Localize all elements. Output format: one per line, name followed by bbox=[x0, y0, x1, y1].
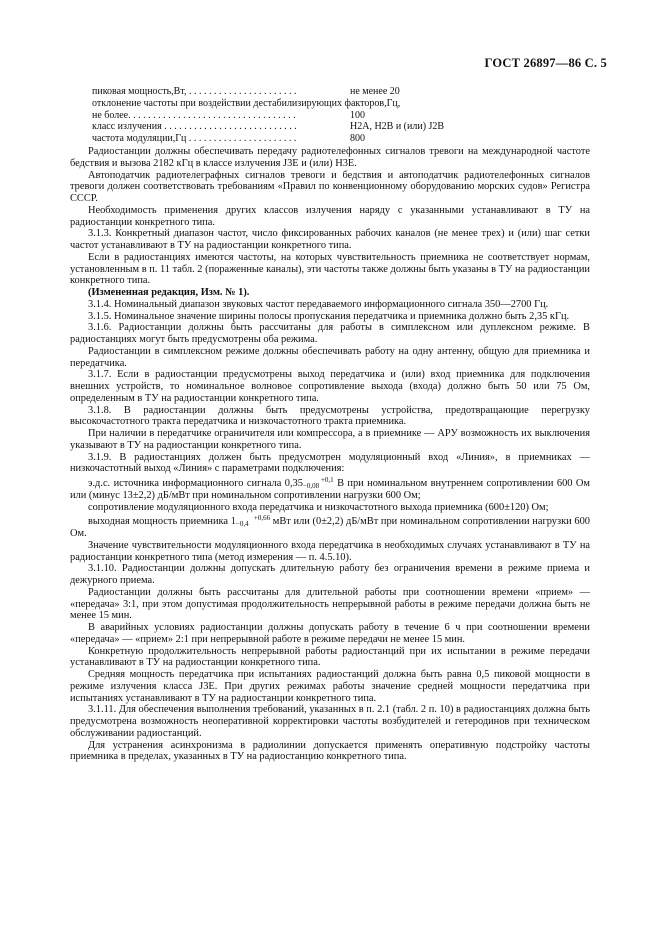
page-header: ГОСТ 26897—86 С. 5 bbox=[484, 56, 607, 70]
spec-value: 100 bbox=[350, 109, 365, 121]
output-text-end: мВт или (0±2,2) дБ/мВт при номинальном сопротивлении нагрузки 600 Ом. bbox=[70, 516, 590, 539]
paragraph: Радиостанции должны обеспечивать передачу радиотелефонных сигналов тревоги на международной частоте бедствия и вызова 2182 кГц в классе излучения J3Е и (или) Н3Е. bbox=[70, 146, 590, 169]
emf-tol-down: −0,08 bbox=[302, 482, 320, 490]
output-paragraph bbox=[70, 515, 590, 540]
paragraph: Средняя мощность передатчика при испытаниях радиостанций должна быть равна 0,5 пиковой мощности в режиме излучения класса J3Е. При других режимах работы значение средней мощности передатчика при испытаниях устанавливают в ТУ на радиостанции конкретного типа. bbox=[70, 669, 590, 704]
emf-tol-up: +0,1 bbox=[320, 476, 334, 484]
output-text-start: выходная мощность приемника 1 bbox=[88, 516, 236, 528]
emf-tolerance bbox=[303, 477, 334, 489]
output-tol-up: +0,66 bbox=[253, 514, 271, 523]
paragraph: 3.1.11. Для обеспечения выполнения требований, указанных в п. 2.1 (табл. 2 п. 10) в радиостанциях должна быть предусмотрена возможность неоперативной корректировки частоты возбудителей и гетеродинов при техническом обслуживании радиостанций. bbox=[70, 704, 590, 739]
paragraph: 3.1.6. Радиостанции должны быть рассчитаны для работы в симплексном или дуплексном режиме. В радиостанциях могут быть предусмотрены оба режима. bbox=[70, 322, 590, 345]
spec-label: частота модуляции,Гц . . . . . . . . . . . . . . . . . . . . . . bbox=[92, 133, 297, 145]
spec-row bbox=[92, 86, 562, 98]
paragraph: Радиостанции в симплексном режиме должны обеспечивать работу на одну антенну, общую для приемника и передатчика. bbox=[70, 345, 590, 369]
spec-list bbox=[92, 86, 562, 145]
body-text bbox=[70, 146, 590, 763]
paragraph: 3.1.7. Если в радиостанции предусмотрены выход передатчика и (или) вход приемника для подключения внешних устройств, то номинальное волновое сопротивление выхода (входа) должно быть 50 или 75 Ом, определенным в ТУ на радиостанции конкретного типа. bbox=[70, 369, 590, 404]
amendment-note: (Измененная редакция, Изм. № 1). bbox=[88, 287, 250, 298]
paragraph: В аварийных условиях радиостанции должны допускать работу в течение 6 ч при соотношении времени «передача» — «прием» 2:1 при непрерывной работе в режиме передачи не менее 15 мин. bbox=[70, 622, 590, 645]
paragraph: Если в радиостанциях имеются частоты, на которых чувствительность приемника не соответствует нормам, установленным в п. 11 табл. 2 (пораженные каналы), эти частоты также должны быть указаны в ТУ на радиостанции конкретного типа. bbox=[70, 251, 590, 287]
spec-row bbox=[92, 121, 562, 133]
spec-value: Н2А, Н2В и (или) J2В bbox=[350, 121, 445, 133]
spec-value: 800 bbox=[350, 133, 365, 145]
output-tolerance bbox=[236, 515, 270, 527]
paragraph: 3.1.3. Конкретный диапазон частот, число фиксированных рабочих каналов (не менее трех) и (или) шаг сетки частот устанавливают в ТУ на радиостанции конкретного типа. bbox=[70, 228, 590, 251]
spec-label: класс излучения . . . . . . . . . . . . . . . . . . . . . . . . . . . bbox=[92, 121, 297, 133]
paragraph: 3.1.8. В радиостанции должны быть предусмотрены устройства, предотвращающие перегрузку высокочастотного тракта передатчика и низкочастотного тракта приемника. bbox=[70, 404, 590, 428]
paragraph: 3.1.9. В радиостанциях должен быть предусмотрен модуляционный вход «Линия», в приемниках — низкочастотный выход «Линия» с параметрами подключения: bbox=[70, 451, 590, 475]
paragraph: 3.1.4. Номинальный диапазон звуковых частот передаваемого информационного сигнала 350—2700 Гц. bbox=[88, 298, 549, 310]
paragraph: Необходимость применения других классов излучения наряду с указанными устанавливают в ТУ на радиостанции конкретного типа. bbox=[70, 204, 590, 228]
paragraph: Для устранения асинхронизма в радиолинии допускается применять оперативную подстройку частоты приемника в пределах, указанных в ТУ на радиостанцию конкретного типа. bbox=[70, 739, 590, 763]
emf-text-start: э.д.с. источника информационного сигнала 0,35 bbox=[88, 478, 303, 489]
spec-row bbox=[92, 110, 562, 122]
paragraph: Автоподатчик радиотелеграфных сигналов тревоги и бедствия и автоподатчик радиотелефонных сигналов тревоги должен соответствовать требованиям «Правил по конвенционному оборудованию морских судов» Регистра СССР. bbox=[70, 169, 590, 204]
paragraph: Конкретную продолжительность непрерывной работы радиостанций при их испытании в режиме передачи устанавливают в ТУ на радиостанции конкретного типа. bbox=[70, 645, 590, 669]
emf-text-end: В при номинальном внутреннем сопротивлении 600 Ом или (минус 13±2,2) дБ/мВт при номинальном сопротивлении нагрузки 600 Ом; bbox=[70, 478, 590, 501]
spec-label: пиковая мощность,Вт, . . . . . . . . . . . . . . . . . . . . . . bbox=[92, 86, 297, 97]
spec-value: не менее 20 bbox=[350, 86, 400, 97]
paragraph: 3.1.5. Номинальное значение ширины полосы пропускания передатчика и приемника должно быть 2,35 кГц. bbox=[88, 310, 570, 322]
spec-label: не более. . . . . . . . . . . . . . . . . . . . . . . . . . . . . . . . . . bbox=[92, 109, 296, 121]
emf-paragraph bbox=[70, 477, 590, 502]
paragraph: сопротивление модуляционного входа передатчика и низкочастотного выхода приемника (600±120) Ом; bbox=[88, 501, 549, 513]
paragraph: 3.1.10. Радиостанции должны допускать длительную работу без ограничения времени в режиме приема и дежурного приема. bbox=[70, 563, 590, 586]
paragraph: Значение чувствительности модуляционного входа передатчика в необходимых случаях устанавливают в ТУ на радиостанции конкретного типа (метод измерения — п. 4.5.10). bbox=[70, 539, 590, 563]
spec-row bbox=[92, 133, 562, 145]
paragraph: Радиостанции должны быть рассчитаны для длительной работы при соотношении времени «прием» — «передача» 3:1, при этом допустимая продолжительность непрерывной работы в режиме передачи должна быть не менее 15 мин. bbox=[70, 586, 590, 622]
paragraph: При наличии в передатчике ограничителя или компрессора, а в приемнике — АРУ возможность их выключения указывают в ТУ на радиостанции конкретного типа. bbox=[70, 428, 590, 451]
spec-row: отклонение частоты при воздействии дестабилизирующих факторов,Гц, bbox=[92, 97, 401, 109]
output-tol-down: −0,4 bbox=[235, 520, 249, 529]
